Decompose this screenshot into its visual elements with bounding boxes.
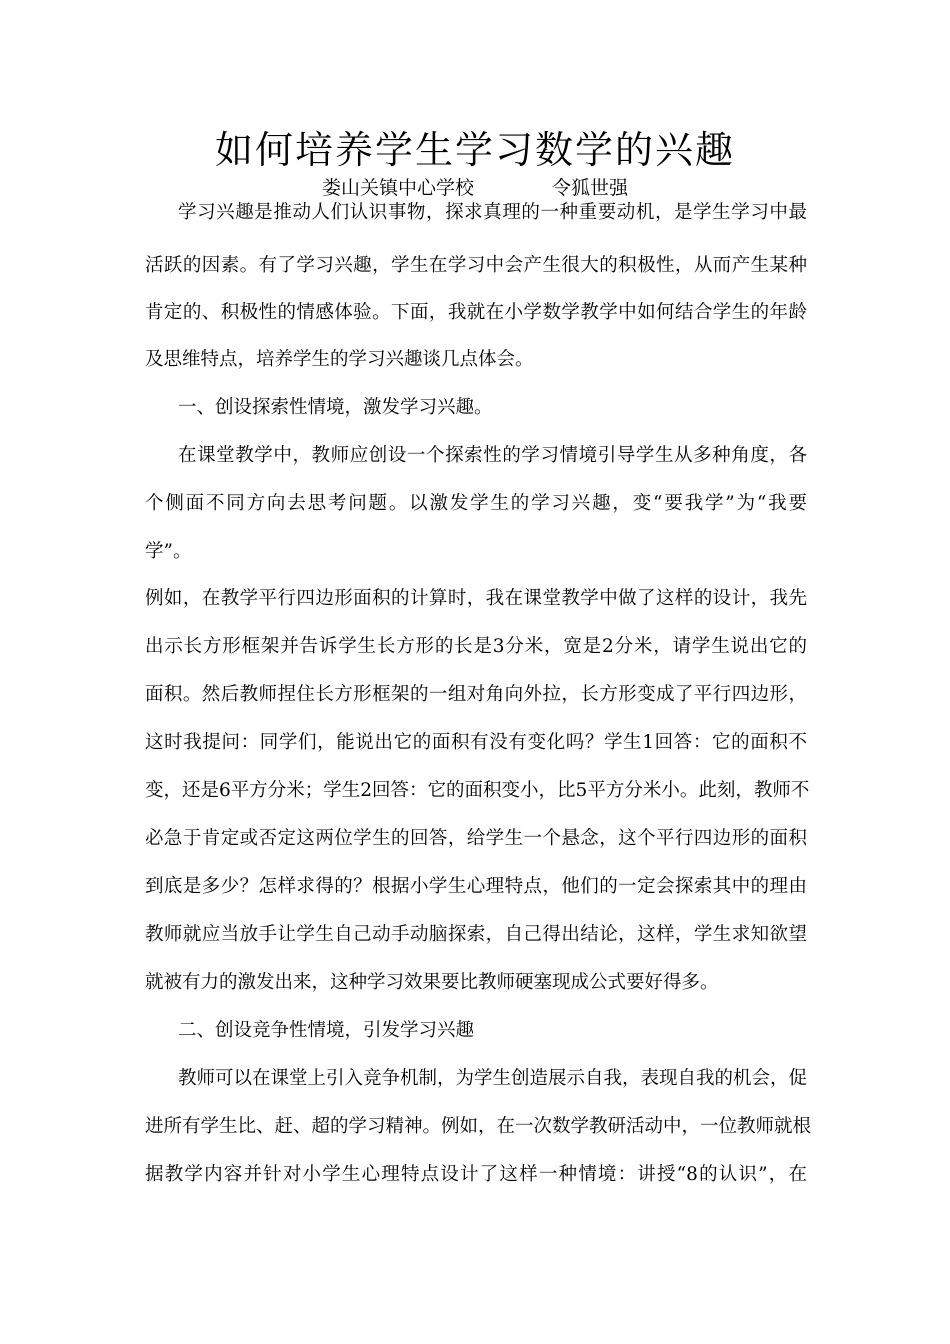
paragraph-line: 在课堂教学中，教师应创设一个探索性的学习情境引导学生从多种角度，各	[178, 445, 807, 466]
paragraph-line: 学习兴趣是推动人们认识事物，探求真理的一种重要动机，是学生学习中最	[178, 202, 807, 223]
paragraph-line: 这时我提问：同学们，能说出它的面积有没有变化吗？学生1回答：它的面积不	[145, 732, 807, 753]
paragraph-line: 及思维特点，培养学生的学习兴趣谈几点体会。	[145, 349, 534, 370]
document-title: 如何培养学生学习数学的兴趣	[214, 128, 735, 172]
paragraph-line: 面积。然后教师捏住长方形框架的一组对角向外拉，长方形变成了平行四边形，	[145, 684, 807, 705]
school-name: 娄山关镇中心学校	[321, 177, 474, 199]
paragraph-line: 例如，在教学平行四边形面积的计算时，我在课堂教学中做了这样的设计，我先	[145, 588, 807, 609]
paragraph-line: 个侧面不同方向去思考问题。以激发学生的学习兴趣，变“要我学”为“我要	[145, 493, 807, 514]
paragraph-line: 活跃的因素。有了学习兴趣，学生在学习中会产生很大的积极性，从而产生某种	[145, 255, 807, 276]
paragraph-line: 就被有力的激发出来，这种学习效果要比教师硬塞现成公式要好得多。	[145, 972, 719, 993]
section-heading: 二、创设竞争性情境，引发学习兴趣	[178, 1020, 475, 1041]
section-heading: 一、创设探索性情境，激发学习兴趣。	[178, 397, 493, 418]
paragraph-line: 教师可以在课堂上引入竞争机制，为学生创造展示自我，表现自我的机会，促	[178, 1068, 808, 1089]
paragraph-line: 学”。	[145, 541, 192, 562]
paragraph-line: 肯定的、积极性的情感体验。下面，我就在小学数学教学中如何结合学生的年龄	[145, 302, 807, 323]
paragraph-line: 教师就应当放手让学生自己动手动脑探索，自己得出结论，这样，学生求知欲望	[145, 924, 807, 945]
paragraph-line: 必急于肯定或否定这两位学生的回答，给学生一个悬念，这个平行四边形的面积	[145, 828, 807, 849]
paragraph-line: 变，还是6平方分米；学生2回答：它的面积变小，比5平方分米小。此刻，教师不	[145, 780, 810, 801]
paragraph-line: 出示长方形框架并告诉学生长方形的长是3分米，宽是2分米，请学生说出它的	[145, 636, 807, 657]
byline	[0, 177, 950, 199]
paragraph-line: 进所有学生比、赶、超的学习精神。例如，在一次数学教研活动中，一位教师就根	[145, 1116, 812, 1137]
author-name: 令狐世强	[552, 177, 629, 199]
paragraph-line: 到底是多少？怎样求得的？根据小学生心理特点，他们的一定会探索其中的理由	[145, 876, 807, 897]
paragraph-line: 据教学内容并针对小学生心理特点设计了这样一种情境：讲授“8的认识”，在	[145, 1164, 807, 1185]
